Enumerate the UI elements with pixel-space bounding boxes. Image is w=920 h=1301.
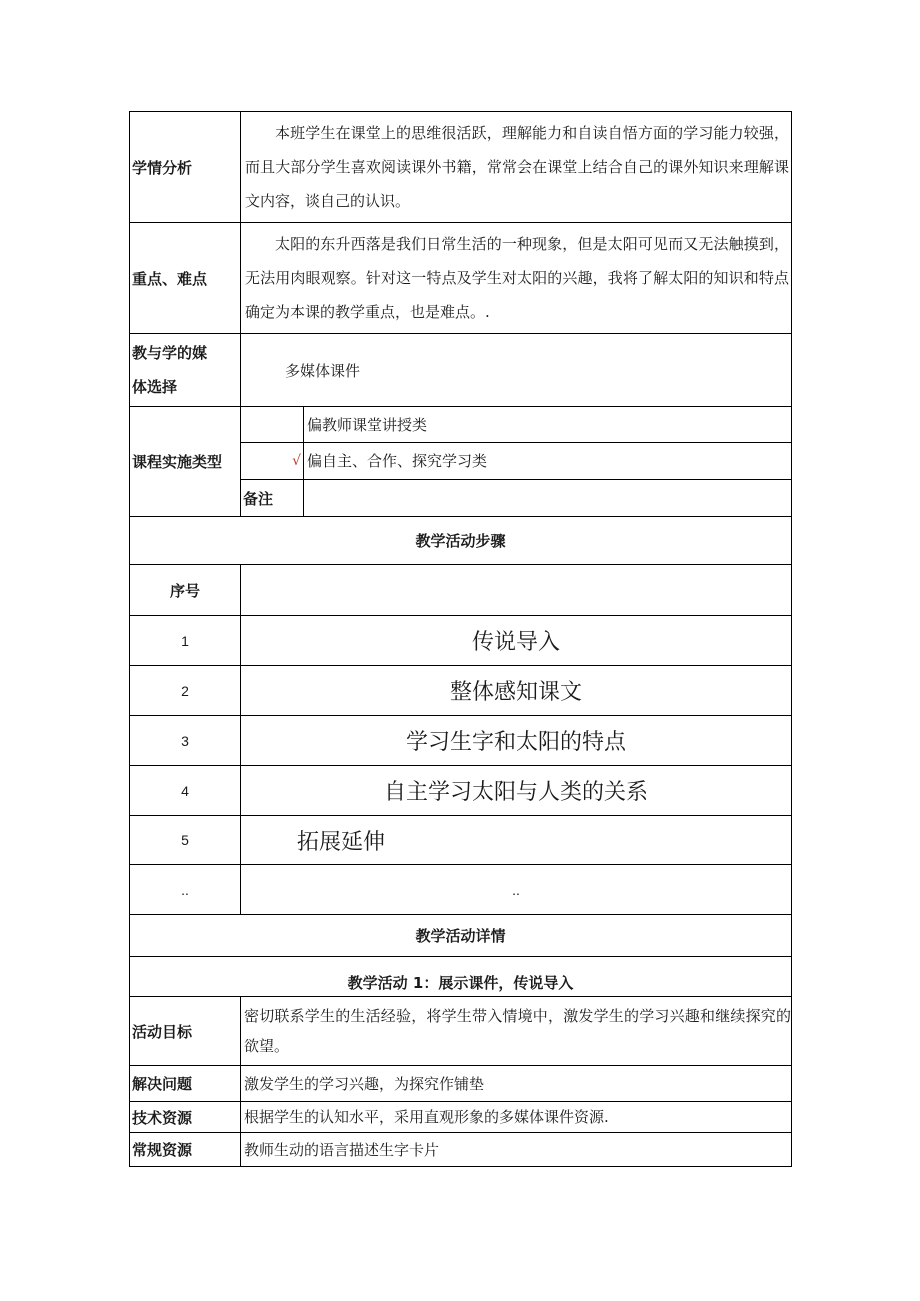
key-points-row — [130, 223, 792, 334]
details-header: 教学活动详情 — [130, 915, 792, 957]
note-value — [304, 480, 792, 517]
step-num: 1 — [130, 616, 241, 666]
media-row — [130, 334, 792, 407]
problem-label: 解决问题 — [130, 1066, 241, 1102]
ellipsis-title: .. — [241, 865, 792, 915]
analysis-label: 学情分析 — [130, 112, 241, 223]
tech-text: 根据学生的认知水平，采用直观形象的多媒体课件资源. — [241, 1102, 792, 1133]
course-type-option-1: 偏教师课堂讲授类 — [304, 407, 792, 443]
steps-seq-row — [130, 565, 792, 616]
step-row — [130, 616, 792, 666]
step-title: 学习生字和太阳的特点 — [241, 716, 792, 766]
seq-label: 序号 — [130, 565, 241, 616]
key-points-text: 太阳的东升西落是我们日常生活的一种现象，但是太阳可见而又无法触摸到，无法用肉眼观察。针对这一特点及学生对太阳的兴趣，我将了解太阳的知识和特点确定为本课的教学重点，也是难点。. — [241, 223, 792, 334]
step-row — [130, 716, 792, 766]
regular-text: 教师生动的语言描述生字卡片 — [241, 1133, 792, 1167]
step-title: 自主学习太阳与人类的关系 — [241, 766, 792, 816]
course-type-row-1 — [130, 407, 792, 443]
step-title: 拓展延伸 — [241, 816, 792, 865]
note-label: 备注 — [241, 480, 304, 517]
key-points-label: 重点、难点 — [130, 223, 241, 334]
regular-label: 常规资源 — [130, 1133, 241, 1167]
step-row — [130, 666, 792, 716]
activity-title: 教学活动 1：展示课件，传说导入 — [130, 957, 792, 997]
steps-header-row — [130, 517, 792, 565]
tech-row — [130, 1102, 792, 1133]
activity-title-row — [130, 957, 792, 997]
media-label — [130, 334, 241, 407]
course-type-option-2: 偏自主、合作、探究学习类 — [304, 443, 792, 480]
seq-blank — [241, 565, 792, 616]
tech-label: 技术资源 — [130, 1102, 241, 1133]
steps-header: 教学活动步骤 — [130, 517, 792, 565]
analysis-text: 本班学生在课堂上的思维很活跃，理解能力和自读自悟方面的学习能力较强，而且大部分学生喜欢阅读课外书籍，常常会在课堂上结合自己的课外知识来理解课文内容，谈自己的认识。 — [241, 112, 792, 223]
step-row — [130, 766, 792, 816]
step-ellipsis-row — [130, 865, 792, 915]
analysis-row — [130, 112, 792, 223]
step-num: 2 — [130, 666, 241, 716]
step-num: 5 — [130, 816, 241, 865]
checkmark-icon: √ — [241, 443, 304, 480]
course-type-check-1 — [241, 407, 304, 443]
media-label-line1: 教与学的媒 — [132, 344, 208, 362]
goal-row — [130, 997, 792, 1066]
regular-row — [130, 1133, 792, 1167]
step-num: 4 — [130, 766, 241, 816]
media-value: 多媒体课件 — [241, 334, 792, 407]
goal-label: 活动目标 — [130, 997, 241, 1066]
step-title: 整体感知课文 — [241, 666, 792, 716]
ellipsis-num: .. — [130, 865, 241, 915]
step-row — [130, 816, 792, 865]
problem-text: 激发学生的学习兴趣，为探究作铺垫 — [241, 1066, 792, 1102]
step-title: 传说导入 — [241, 616, 792, 666]
lesson-plan-table — [129, 111, 792, 1167]
course-type-label: 课程实施类型 — [130, 407, 241, 517]
step-num: 3 — [130, 716, 241, 766]
problem-row — [130, 1066, 792, 1102]
goal-text: 密切联系学生的生活经验，将学生带入情境中，激发学生的学习兴趣和继续探究的欲望。 — [241, 997, 792, 1066]
details-header-row — [130, 915, 792, 957]
media-label-line2: 体选择 — [132, 378, 178, 396]
